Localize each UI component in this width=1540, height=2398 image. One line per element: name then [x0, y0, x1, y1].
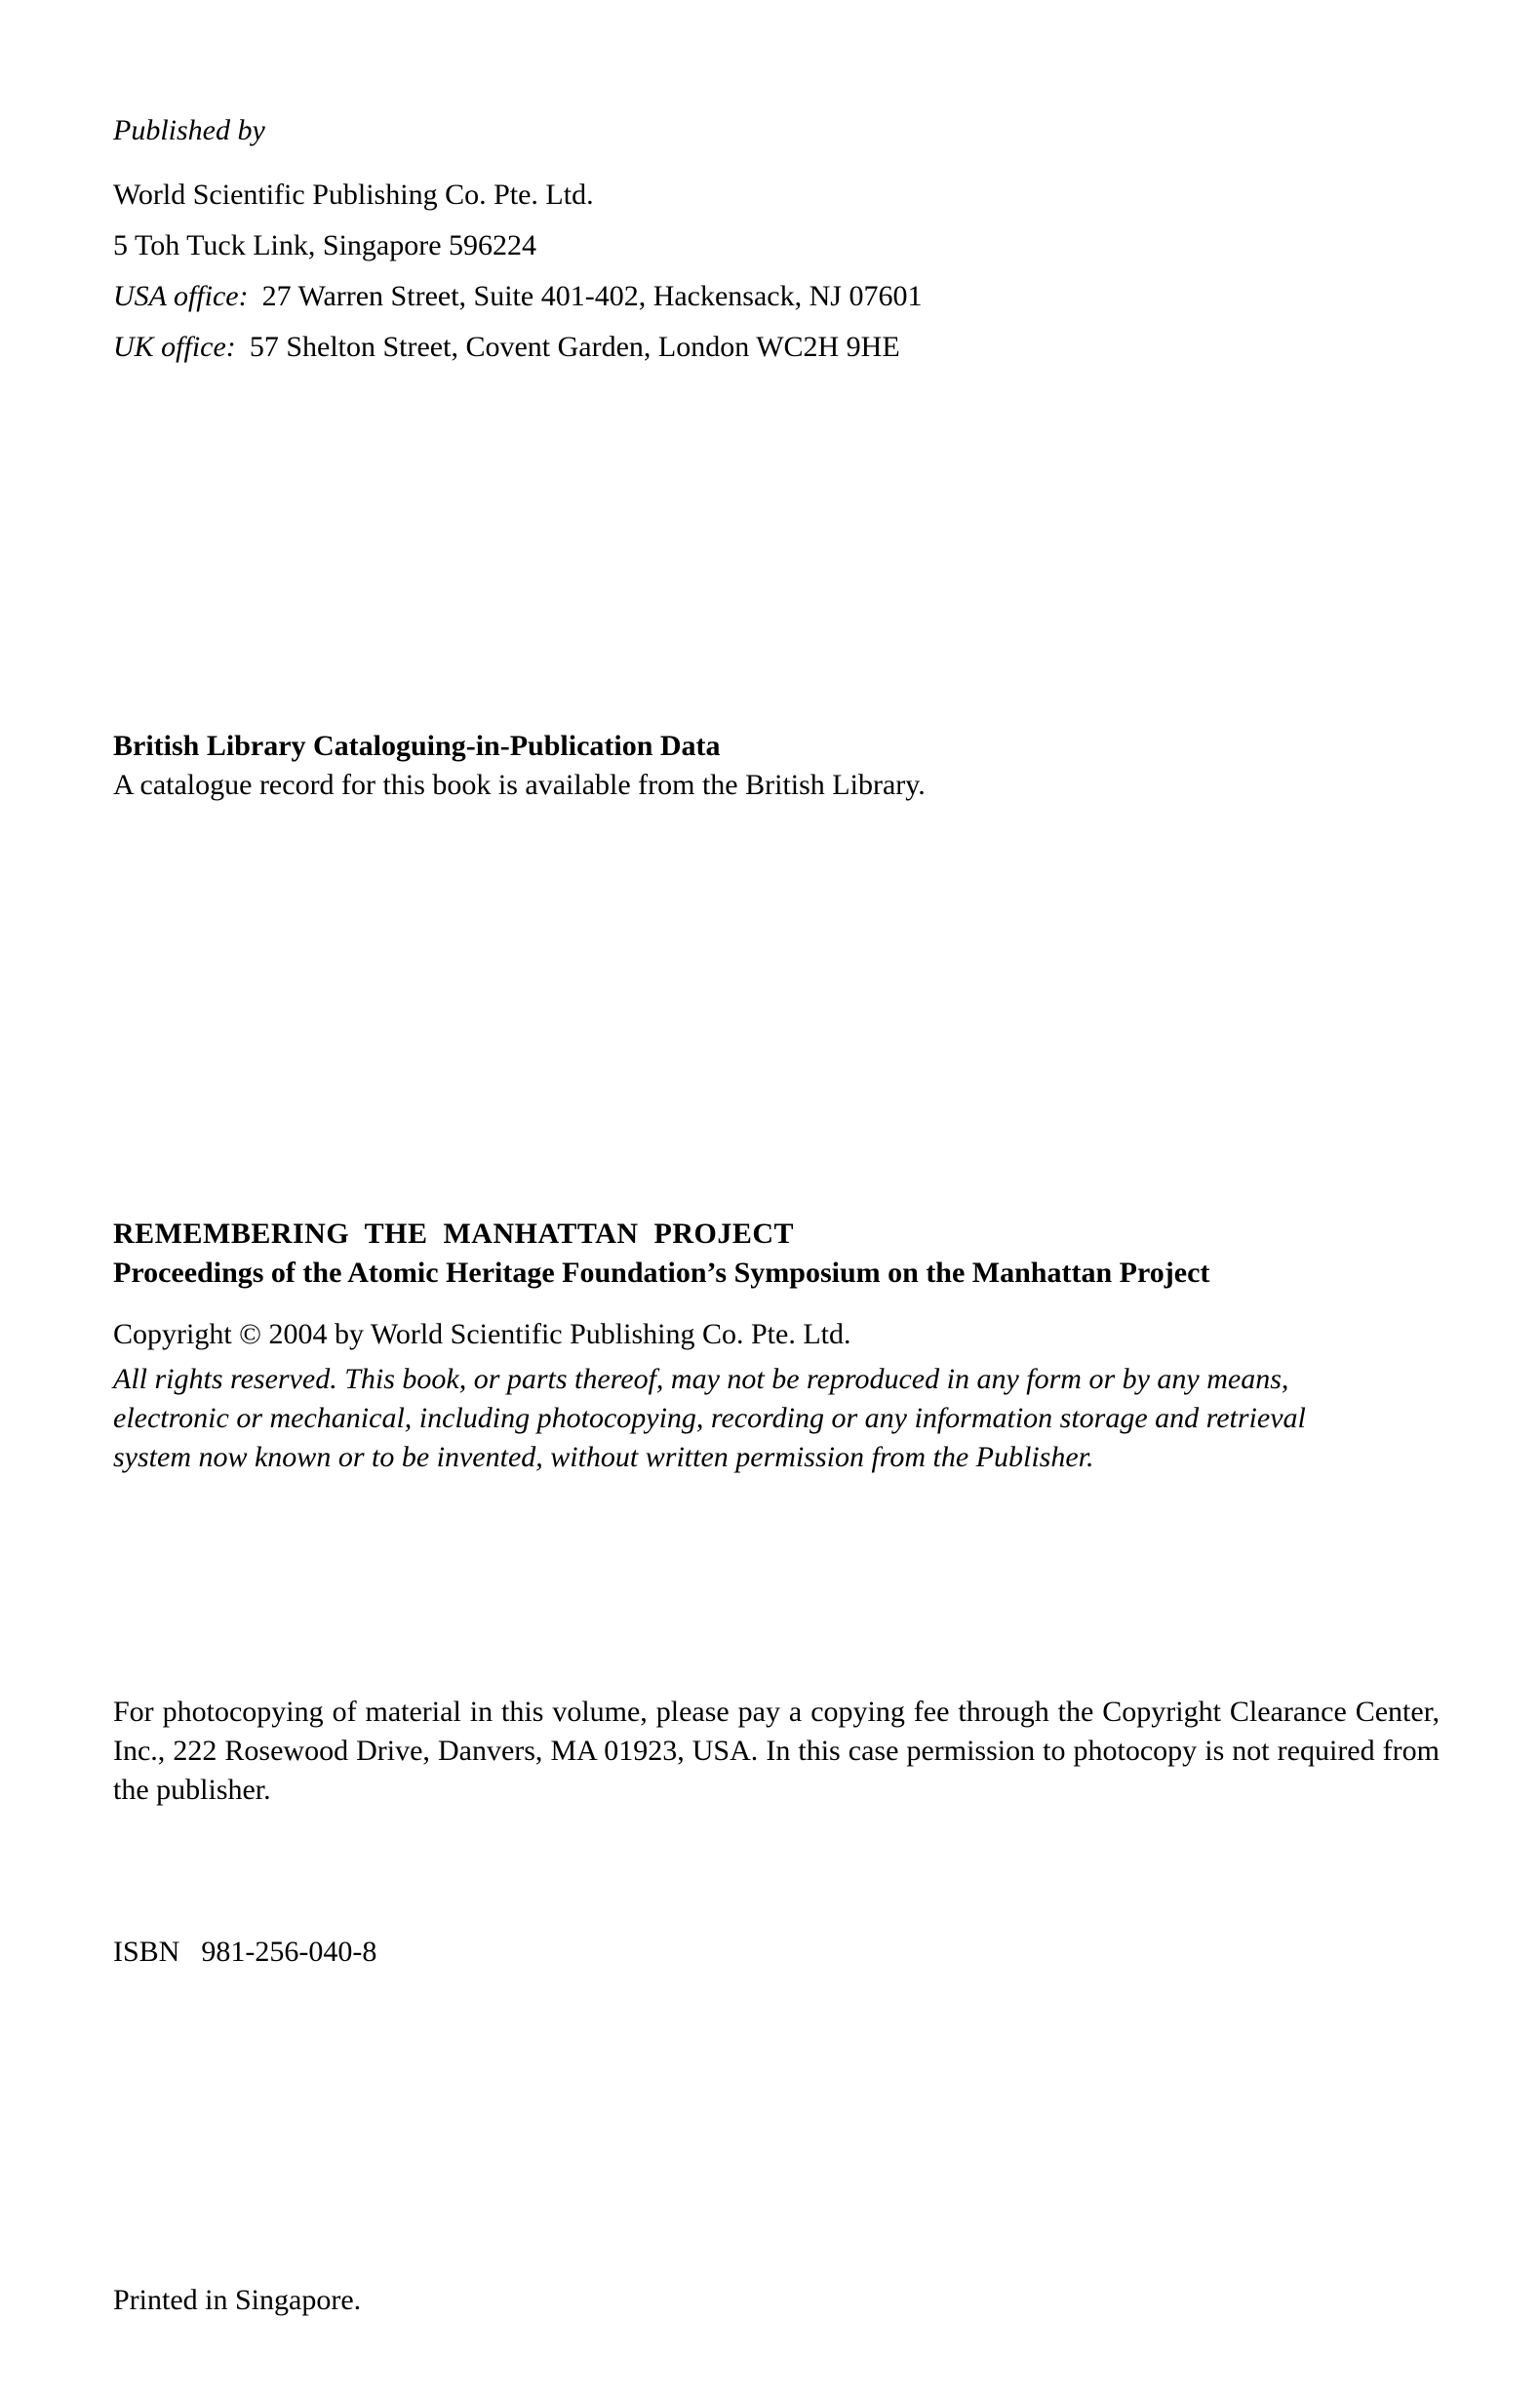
uk-office-address: 57 Shelton Street, Covent Garden, London WC2H 9HE	[249, 331, 900, 363]
usa-office-label: USA office:	[113, 280, 249, 312]
book-title: REMEMBERING THE MANHATTAN PROJECT	[113, 1218, 795, 1250]
isbn-line	[113, 1933, 1440, 1972]
rights-line-3: system now known or to be invented, without written permission from the Publisher.	[113, 1441, 1094, 1473]
cataloguing-text: A catalogue record for this book is available from the British Library.	[113, 769, 926, 801]
isbn-block	[113, 1933, 1440, 1972]
printed-in: Printed in Singapore.	[113, 2284, 362, 2316]
publisher-name: World Scientific Publishing Co. Pte. Ltd.	[113, 179, 594, 211]
publisher-address: 5 Toh Tuck Link, Singapore 596224	[113, 229, 537, 261]
isbn-value: 981-256-040-8	[201, 1936, 377, 1968]
book-block	[113, 1215, 1440, 1293]
cataloguing-heading: British Library Cataloguing-in-Publication Data	[113, 730, 721, 762]
printed-block	[113, 2281, 1440, 2320]
rights-line-2: electronic or mechanical, including photocopying, recording or any information storage and retrieval	[113, 1402, 1306, 1434]
copyright-notice: Copyright © 2004 by World Scientific Publishing Co. Pte. Ltd.	[113, 1318, 851, 1350]
usa-office	[113, 277, 1440, 316]
usa-office-address: 27 Warren Street, Suite 401-402, Hackensack, NJ 07601	[261, 280, 923, 312]
cataloguing-block	[113, 727, 1440, 805]
copyright-block	[113, 1315, 1440, 1477]
publisher-address-block	[113, 176, 1440, 367]
photocopy-block	[113, 1693, 1440, 1810]
published-by-label: Published by	[113, 114, 265, 146]
rights-line-1: All rights reserved. This book, or parts thereof, may not be reproduced in any form or by any means,	[113, 1363, 1289, 1395]
book-subtitle: Proceedings of the Atomic Heritage Foundation’s Symposium on the Manhattan Project	[113, 1257, 1210, 1289]
isbn-label: ISBN	[113, 1936, 180, 1968]
publisher-block	[113, 111, 1440, 150]
uk-office-label: UK office:	[113, 331, 236, 363]
photocopy-text: For photocopying of material in this volume, please pay a copying fee through the Copyright Clearance Center, Inc., 222 Rosewood Drive, Danvers, MA 01923, USA. In this case permission to photocopy is not required from the publisher.	[113, 1696, 1440, 1806]
uk-office	[113, 328, 1440, 367]
